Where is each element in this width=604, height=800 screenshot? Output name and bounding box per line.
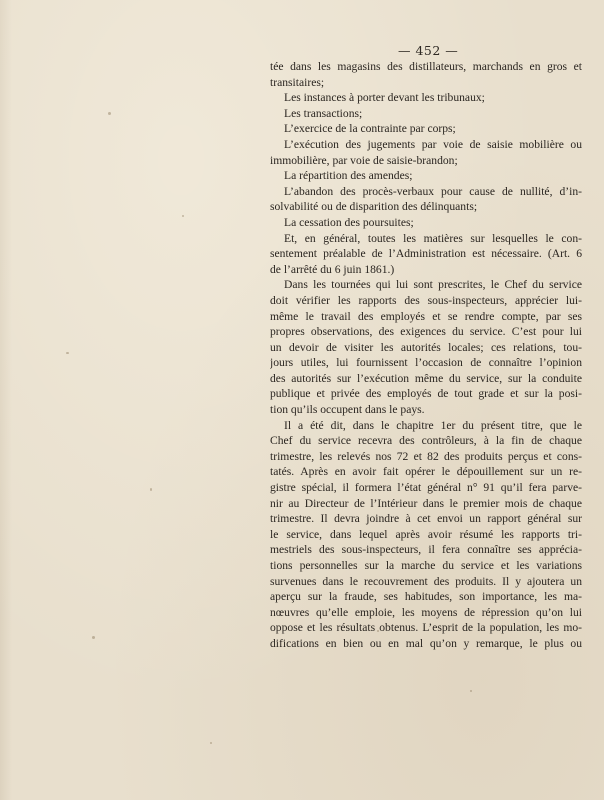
- text-line: oppose et les résultats obtenus. L’esprit de la population, les mo-: [270, 621, 582, 635]
- text-line: survenues dans le recouvrement des produits. Il y ajoutera un: [270, 574, 582, 588]
- text-line: Chef du service recevra des contrôleurs, à la fin de chaque: [270, 434, 582, 448]
- paper-speck: [470, 690, 472, 692]
- text-line: Les transactions;: [284, 106, 363, 120]
- text-line: mestriels des sous-inspecteurs, il fera connaître ses apprécia-: [270, 543, 582, 557]
- text-line: tion qu’ils occupent dans le pays.: [270, 403, 425, 417]
- text-line: nœuvres qu’elle emploie, les moyens de répression qu’on lui: [270, 605, 582, 619]
- text-line: gistre spécial, il formera l’état général n° 91 qu’il fera parve-: [270, 481, 582, 495]
- text-line: jours utiles, lui fournissent l’occasion de connaître l’opinion: [270, 356, 582, 370]
- text-line: Dans les tournées qui lui sont prescrites, le Chef du service: [284, 278, 582, 292]
- body-text: [270, 59, 582, 652]
- page-number: — 452 —: [398, 43, 459, 58]
- text-line: un devoir de visiter les autorités locales; ces relations, tou-: [270, 340, 582, 354]
- paper-speck: [182, 215, 184, 217]
- text-line: des autorités sur l’exécution même du service, sur la conduite: [270, 371, 582, 385]
- paper-speck: [66, 352, 69, 354]
- text-line: trimestre, les relevés nos 72 et 82 des produits perçus et cons-: [270, 449, 582, 463]
- text-line: aperçu sur la fraude, ses habitudes, son importance, les ma-: [270, 590, 582, 604]
- text-line: tée dans les magasins des distillateurs, marchands en gros et: [270, 60, 582, 73]
- text-line: trimestre. Il devra joindre à cet envoi un rapport général sur: [270, 512, 582, 526]
- text-line: L’exécution des jugements par voie de saisie mobilière ou: [284, 137, 582, 151]
- text-line: tatés. Après en avoir fait opérer le dépouillement sur un re-: [270, 465, 582, 479]
- text-line: Et, en général, toutes les matières sur lesquelles le con-: [284, 231, 582, 245]
- text-line: Il a été dit, dans le chapitre 1er du présent titre, que le: [284, 418, 582, 432]
- text-line: La répartition des amendes;: [284, 169, 413, 183]
- text-line: L’abandon des procès-verbaux pour cause de nullité, d’in-: [284, 184, 582, 198]
- text-line: difications en bien ou en mal qu’on y remarque, le plus ou: [270, 636, 582, 650]
- text-line: le service, dans lequel après avoir résumé les rapports tri-: [270, 527, 582, 541]
- text-line: tions personnelles sur la marche du service et les variations: [270, 559, 582, 572]
- text-line: publique et privée des employés de tout grade et sur la posi-: [270, 387, 582, 401]
- text-line: sentement préalable de l’Administration est nécessaire. (Art. 6: [270, 247, 582, 261]
- paper-speck: [92, 636, 95, 639]
- text-line: propres observations, des exigences du service. C’est pour lui: [270, 325, 582, 339]
- text-line: Les instances à porter devant les tribunaux;: [284, 91, 485, 105]
- text-line: immobilière, par voie de saisie-brandon;: [270, 153, 458, 167]
- paper-speck: [108, 112, 111, 115]
- paper-speck: [210, 742, 212, 744]
- text-line: de l’arrêté du 6 juin 1861.): [270, 262, 395, 276]
- text-line: transitaires;: [270, 75, 325, 89]
- text-line: L’exercice de la contrainte par corps;: [284, 122, 456, 136]
- text-line: nir au Directeur de l’Intérieur dans le premier mois de chaque: [270, 496, 582, 510]
- paper-speck: [150, 488, 152, 491]
- text-line: même le travail des employés et se rendre compte, par ses: [270, 309, 582, 323]
- text-line: La cessation des poursuites;: [284, 215, 414, 229]
- text-line: doit vérifier les rapports des sous-inspecteurs, apprécier lui-: [270, 293, 582, 307]
- text-line: solvabilité ou de disparition des délinquants;: [270, 200, 478, 214]
